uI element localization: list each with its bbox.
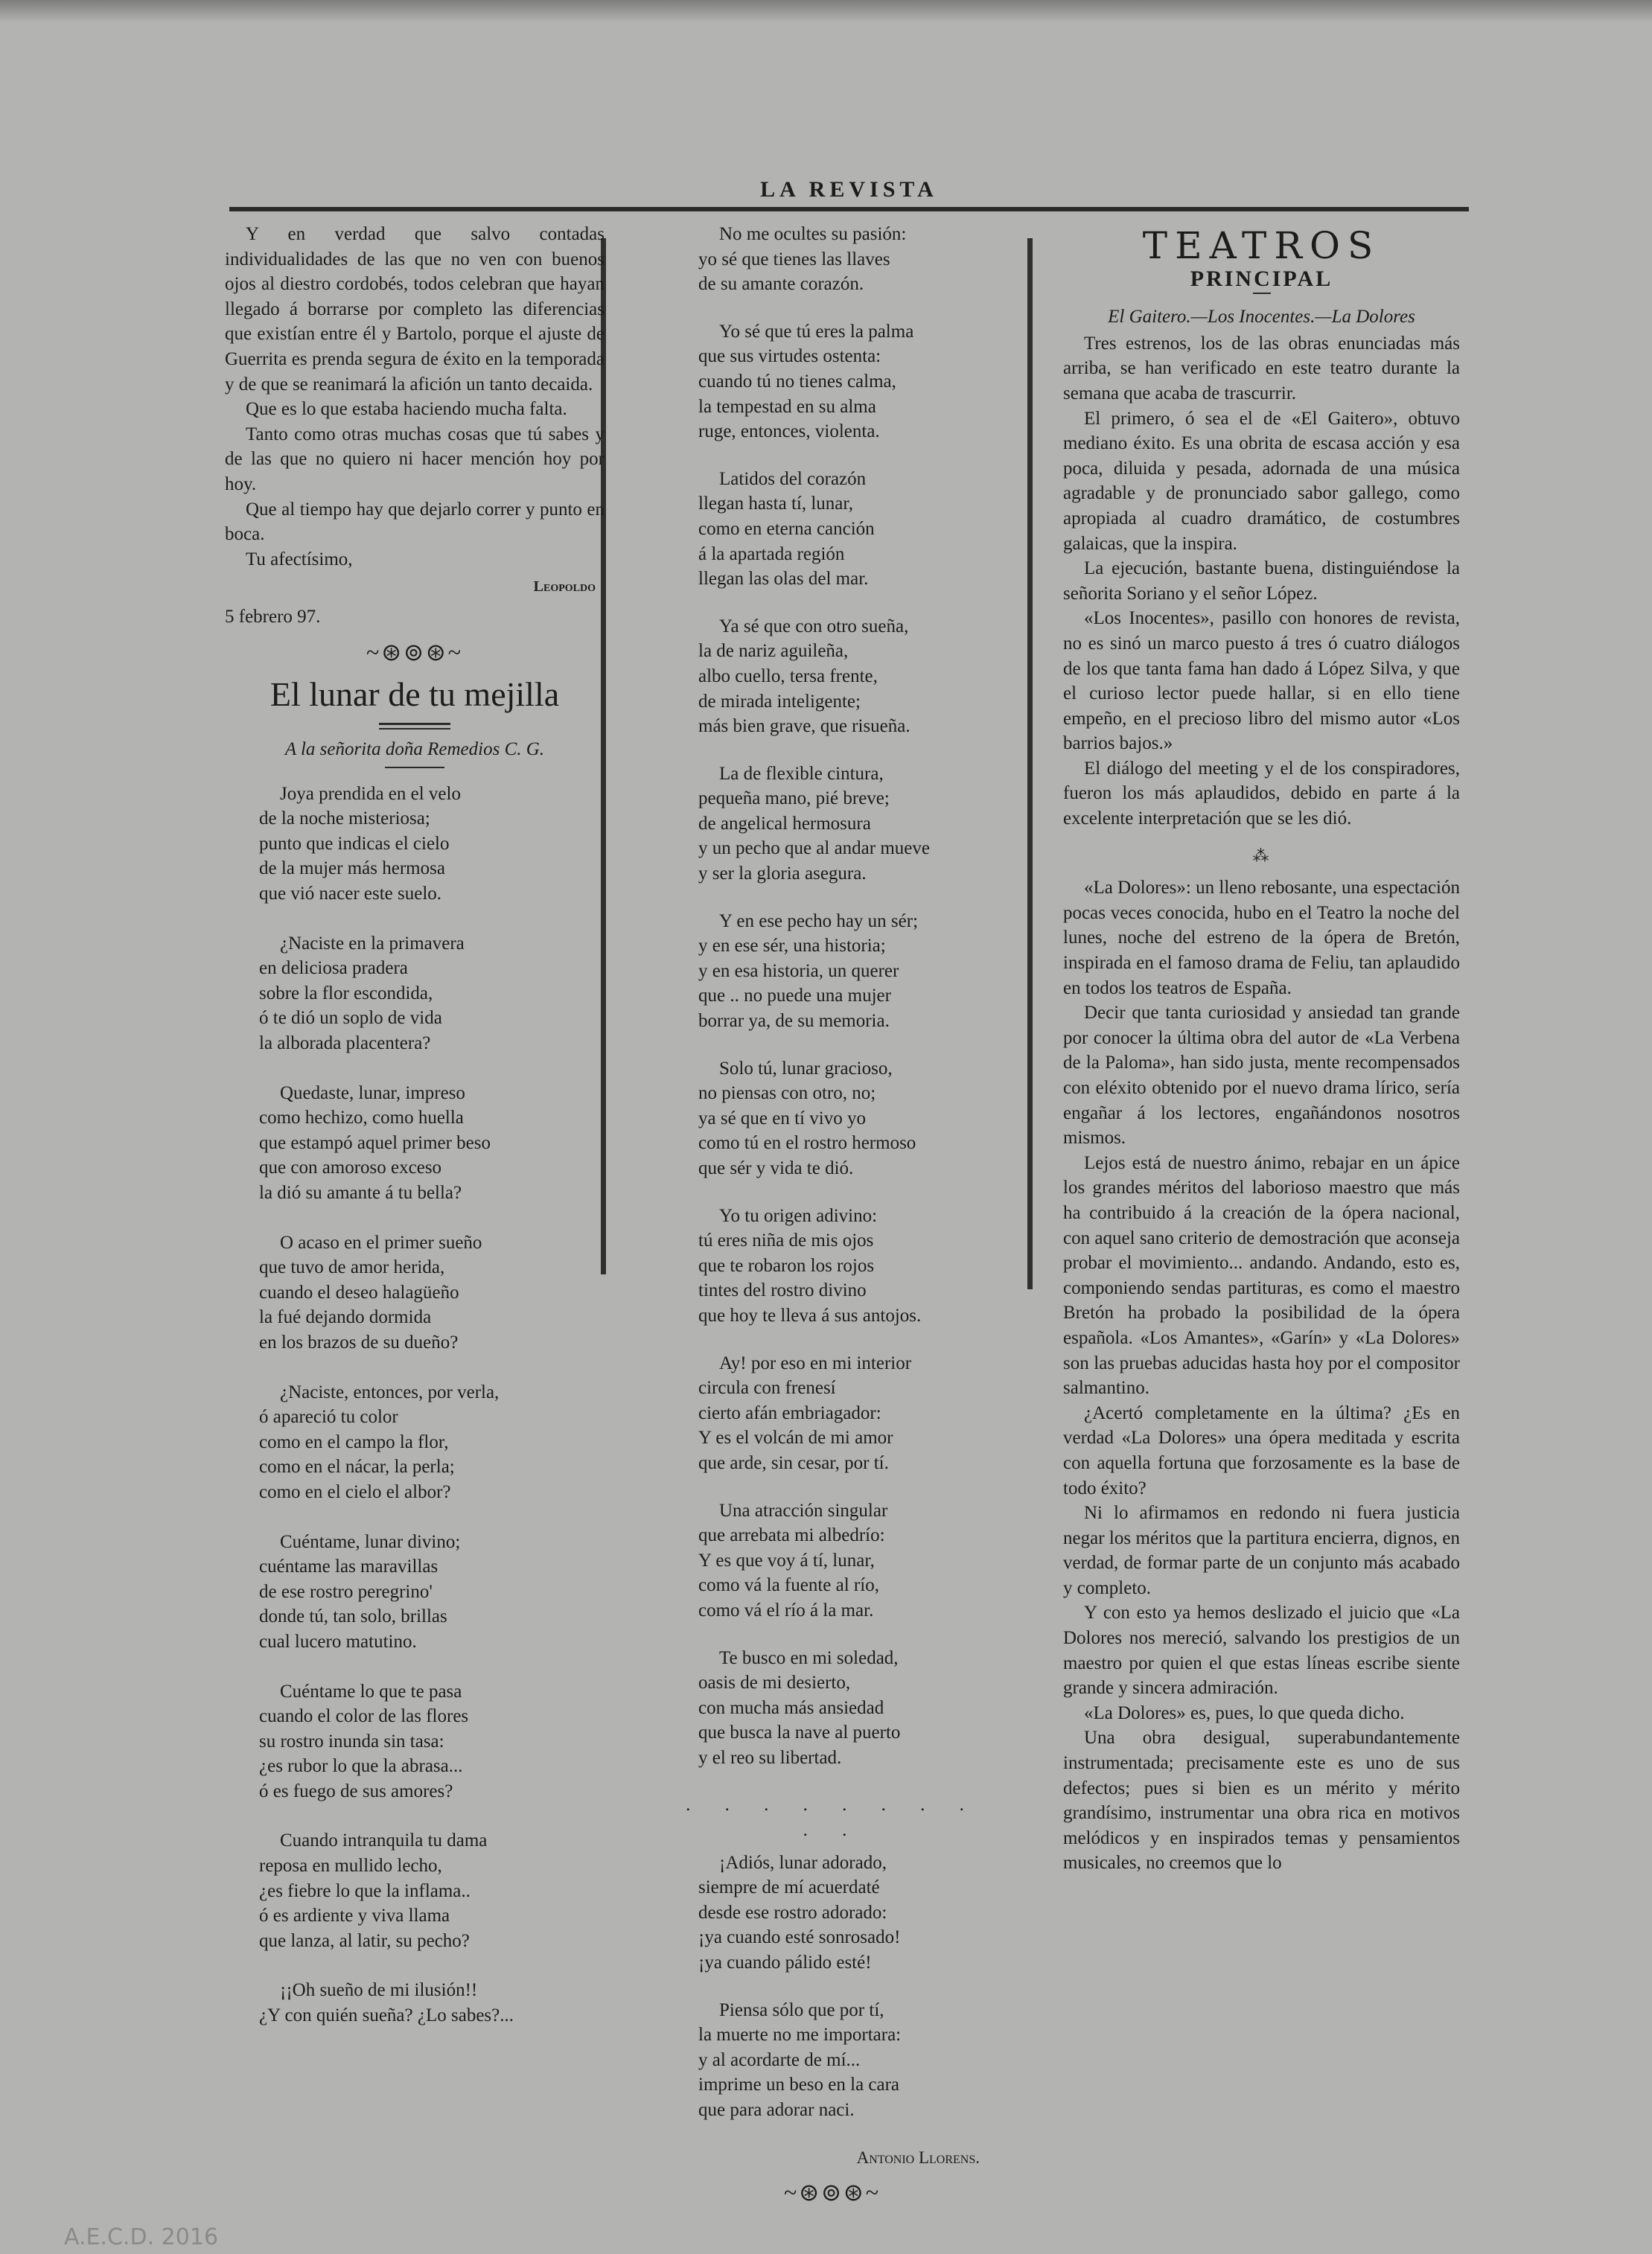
verse-line: que vió nacer este suelo. bbox=[259, 884, 442, 904]
stanza bbox=[225, 782, 605, 907]
letter-signature: Leopoldo bbox=[533, 578, 596, 596]
verse-line: Y en ese pecho hay un sér; bbox=[719, 910, 919, 931]
verse-line: cuando el deseo halagüeño bbox=[259, 1282, 459, 1303]
poem-author: Antonio Llorens. bbox=[856, 2148, 980, 2167]
review-part-1 bbox=[1063, 331, 1460, 831]
verse-line: de angelical hermosura bbox=[698, 813, 871, 834]
paragraph: ¿Acertó completamente en la última? ¿Es en verdad «La Dolores» una ópera meditada y escrita con aquella fortuna que forzosamente es la base de todo éxito? bbox=[1063, 1402, 1460, 1498]
verse-line: ó te dió un soplo de vida bbox=[259, 1008, 442, 1029]
verse-line: y en ese sér, una historia; bbox=[698, 936, 886, 957]
verse-line: en deliciosa pradera bbox=[259, 958, 408, 979]
paragraph: «Los Inocentes», pasillo con honores de revista, no es sinó un marco puesto á tres ó cuatro diálogos de los que tanta fama han dado á López Silva, y que el curioso lector puede hallar, si en ello tiene empeño, en el precioso libro del mismo autor «Los barrios bajos.» bbox=[1063, 608, 1460, 754]
verse-line: la muerte no me importara: bbox=[698, 2025, 902, 2046]
stanza bbox=[679, 1646, 986, 1771]
verse-line: ¿Naciste en la primavera bbox=[280, 933, 465, 954]
stanza bbox=[679, 222, 986, 297]
poem-part-3 bbox=[679, 1851, 986, 2123]
verse-line: Cuéntame lo que te pasa bbox=[280, 1681, 462, 1702]
verse-line: que .. no puede una mujer bbox=[698, 986, 891, 1006]
verse-line: pequeña mano, pié breve; bbox=[698, 788, 890, 809]
review-part-2 bbox=[1063, 875, 1460, 1876]
verse-line: Y es que voy á tí, lunar, bbox=[698, 1550, 875, 1571]
verse-line: ¿Y con quién sueña? ¿Lo sabes?... bbox=[259, 2005, 514, 2026]
verse-line: y el reo su libertad. bbox=[698, 1747, 842, 1768]
paragraph: Y en verdad que salvo contadas individualidades de las que no ven con buenos ojos al diestro cordobés, todos celebran que hayan llegado á borrarse por completo las diferencias que existían entre él y Bartolo, porque el ajuste de Guerrita es prenda segura de éxito en la temporada y de que se reanimará la afición un tanto decaida. bbox=[225, 224, 605, 395]
masthead: LA REVISTA bbox=[760, 177, 938, 202]
verse-line: ¡Adiós, lunar adorado, bbox=[719, 1852, 887, 1873]
stanza bbox=[679, 1351, 986, 1476]
stanza bbox=[225, 1530, 605, 1655]
verse-line: Y es el volcán de mi amor bbox=[698, 1428, 893, 1449]
stanza bbox=[679, 467, 986, 592]
verse-line: que para adorar naci. bbox=[698, 2100, 855, 2120]
verse-line: como en el campo la flor, bbox=[259, 1431, 449, 1452]
paragraph: Y con esto ya hemos deslizado el juicio que «La Dolores nos mereció, salvando los prestigios de un maestro por quien el que estas líneas escribe siente grande y sincera admiración. bbox=[1063, 1603, 1460, 1699]
verse-line: ó es ardiente y viva llama bbox=[259, 1906, 450, 1926]
verse-line: que arrebata mi albedrío: bbox=[698, 1525, 885, 1546]
verse-line: ¿es rubor lo que la abrasa... bbox=[259, 1756, 463, 1777]
verse-line: ya sé que en tí vivo yo bbox=[698, 1108, 866, 1128]
stanza bbox=[679, 1204, 986, 1329]
verse-line: como vá la fuente al río, bbox=[698, 1575, 879, 1596]
paragraph: Tanto como otras muchas cosas que tú sabes y de las que no quiero ni hacer mención hoy por hoy. bbox=[225, 424, 605, 494]
verse-line: y en esa historia, un querer bbox=[698, 960, 899, 981]
verse-line: llegan hasta tí, lunar, bbox=[698, 494, 853, 514]
verse-line: Joya prendida en el velo bbox=[280, 783, 461, 804]
verse-line: ó es fuego de sus amores? bbox=[259, 1781, 453, 1801]
verse-line: la de nariz aguileña, bbox=[698, 641, 849, 662]
verse-line: cual lucero matutino. bbox=[259, 1631, 417, 1652]
section-title: TEATROS bbox=[1142, 224, 1381, 267]
verse-line: como en eterna canción bbox=[698, 518, 875, 539]
verse-line: como en el nácar, la perla; bbox=[259, 1457, 455, 1478]
verse-line: como vá el río á la mar. bbox=[698, 1600, 874, 1621]
header-rule bbox=[229, 207, 1469, 211]
poem-title: El lunar de tu mejilla bbox=[270, 675, 560, 714]
verse-line: que hoy te lleva á sus antojos. bbox=[698, 1305, 922, 1326]
stanza bbox=[225, 1380, 605, 1505]
verse-line: y un pecho que al andar mueve bbox=[698, 838, 930, 859]
stanza bbox=[225, 1081, 605, 1206]
verse-line: como hechizo, como huella bbox=[259, 1108, 464, 1128]
verse-line: albo cuello, tersa frente, bbox=[698, 665, 878, 686]
verse-line: O acaso en el primer sueño bbox=[280, 1232, 482, 1253]
verse-line: como tú en el rostro hermoso bbox=[698, 1133, 916, 1154]
paragraph: El primero, ó sea el de «El Gaitero», obtuvo mediano éxito. Es una obrita de escasa acción y esa poca, diluida y pesada, adornada de una música agradable y de pronunciado sabor gallego, como apropiada al cuadro dramático, de costumbres galaicas, que la inspira. bbox=[1063, 408, 1460, 554]
stanza bbox=[679, 1998, 986, 2123]
ellipsis-row: . . . . . . . . . . bbox=[686, 1795, 979, 1841]
verse-line: ¡ya cuando esté sonrosado! bbox=[698, 1927, 901, 1948]
verse-line: Quedaste, lunar, impreso bbox=[280, 1082, 465, 1103]
letter-date: 5 febrero 97. bbox=[225, 606, 321, 627]
verse-line: donde tú, tan solo, brillas bbox=[259, 1606, 447, 1627]
column-right bbox=[1063, 222, 1460, 1876]
ornament-divider: ~⊛⊚⊛~ bbox=[366, 638, 464, 665]
verse-line: punto que indicas el cielo bbox=[259, 833, 450, 854]
title-rule bbox=[379, 723, 450, 729]
verse-line: ó apareció tu color bbox=[259, 1407, 398, 1428]
verse-line: la fué dejando dormida bbox=[259, 1307, 432, 1328]
asterism: ⁂ bbox=[1252, 846, 1271, 865]
verse-line: que te robaron los rojos bbox=[698, 1255, 875, 1276]
plays-list: El Gaitero.—Los Inocentes.—La Dolores bbox=[1108, 307, 1415, 328]
poem-dedication: A la señorita doña Remedios C. G. bbox=[284, 739, 545, 760]
column-middle bbox=[679, 222, 986, 2215]
verse-line: que tuvo de amor herida, bbox=[259, 1257, 445, 1278]
verse-line: No me ocultes su pasión: bbox=[719, 224, 907, 244]
stanza bbox=[679, 614, 986, 739]
verse-line: circula con frenesí bbox=[698, 1378, 836, 1399]
poem-part-1 bbox=[225, 782, 605, 2028]
paragraph: El diálogo del meeting y el de los conspiradores, fueron los más aplaudidos, debido en parte á la excelente interpretación que se les dió. bbox=[1063, 758, 1460, 829]
verse-line: que lanza, al latir, su pecho? bbox=[259, 1930, 470, 1951]
paragraph: Ni lo afirmamos en redondo ni fuera justicia negar los méritos que la partitura encierra, dignos, en verdad, de formar parte de un conjunto más acabado y completo. bbox=[1063, 1503, 1460, 1598]
verse-line: de ese rostro peregrino' bbox=[259, 1581, 433, 1602]
verse-line: y ser la gloria asegura. bbox=[698, 863, 867, 884]
verse-line: con mucha más ansiedad bbox=[698, 1697, 884, 1718]
verse-line: desde ese rostro adorado: bbox=[698, 1902, 887, 1923]
verse-line: que sus virtudes ostenta: bbox=[698, 346, 881, 367]
verse-line: cierto afán embriagador: bbox=[698, 1402, 881, 1423]
subtitle-rule bbox=[1253, 293, 1271, 294]
verse-line: Piensa sólo que por tí, bbox=[719, 1999, 884, 2020]
verse-line: cuando tú no tienes calma, bbox=[698, 371, 896, 392]
verse-line: su rostro inunda sin tasa: bbox=[259, 1731, 444, 1752]
verse-line: cuéntame las maravillas bbox=[259, 1557, 438, 1577]
column-left bbox=[225, 222, 605, 2053]
verse-line: ¿es fiebre lo que la inflama.. bbox=[259, 1880, 471, 1901]
verse-line: Yo tu origen adivino: bbox=[719, 1205, 878, 1226]
paragraph: Lejos está de nuestro ánimo, rebajar en un ápice los grandes méritos del laborioso maestro que más ha contribuido á la creación de la ópera nacional, con aquel sano criterio de demostración que aconseja probar el movimiento... andando. Andando, esto es, componiendo sendas partituras, es como el maestro Bretón ha probado la posibilidad de la ópera española. «Los Amantes», «Garín» y «La Dolores» son las pruebas aducidas hasta hoy por el compositor salmantino. bbox=[1063, 1152, 1460, 1399]
verse-line: que sér y vida te dió. bbox=[698, 1158, 854, 1178]
paper-edge bbox=[0, 0, 1652, 22]
verse-line: de la noche misteriosa; bbox=[259, 808, 430, 829]
stanza bbox=[679, 1056, 986, 1181]
verse-line: imprime un beso en la cara bbox=[698, 2075, 900, 2095]
stanza bbox=[225, 1978, 605, 2028]
verse-line: ruge, entonces, violenta. bbox=[698, 421, 880, 442]
paragraph: Que es lo que estaba haciendo mucha falta. bbox=[246, 399, 567, 420]
verse-line: borrar ya, de su memoria. bbox=[698, 1011, 890, 1032]
verse-line: llegan las olas del mar. bbox=[698, 569, 869, 590]
paragraph: La ejecución, bastante buena, distinguiéndose la señorita Soriano y el señor López. bbox=[1063, 558, 1460, 604]
verse-line: tú eres niña de mis ojos bbox=[698, 1230, 874, 1251]
verse-line: la tempestad en su alma bbox=[698, 396, 876, 417]
archive-watermark: A.E.C.D. 2016 bbox=[64, 2224, 219, 2250]
paragraph: Tres estrenos, los de las obras enunciadas más arriba, se han verificado en este teatro durante la semana que acaba de trascurrir. bbox=[1063, 333, 1460, 403]
column-rule bbox=[1027, 238, 1033, 1289]
verse-line: Ay! por eso en mi interior bbox=[719, 1353, 912, 1373]
verse-line: Cuando intranquila tu dama bbox=[280, 1830, 488, 1851]
stanza bbox=[225, 1230, 605, 1356]
verse-line: que estampó aquel primer beso bbox=[259, 1132, 491, 1153]
verse-line: en los brazos de su dueño? bbox=[259, 1332, 459, 1353]
verse-line: ¿Naciste, entonces, por verla, bbox=[280, 1382, 500, 1402]
verse-line: como en el cielo el albor? bbox=[259, 1481, 451, 1502]
paragraph: Que al tiempo hay que dejarlo correr y punto en boca. bbox=[225, 499, 605, 545]
stanza bbox=[225, 1828, 605, 1953]
section-subtitle: PRINCIPAL bbox=[1190, 266, 1333, 291]
verse-line: más bien grave, que risueña. bbox=[698, 716, 910, 737]
stanza bbox=[679, 1498, 986, 1624]
verse-line: Ya sé que con otro sueña, bbox=[719, 616, 909, 636]
verse-line: siempre de mí acuerdaté bbox=[698, 1877, 880, 1898]
stanza bbox=[679, 909, 986, 1034]
letter-section bbox=[225, 222, 605, 572]
verse-line: no piensas con otro, no; bbox=[698, 1083, 876, 1104]
stanza bbox=[679, 1851, 986, 1976]
verse-line: sobre la flor escondida, bbox=[259, 983, 433, 1003]
verse-line: y al acordarte de mí... bbox=[698, 2049, 861, 2070]
paragraph: «La Dolores»: un lleno rebosante, una espectación pocas veces conocida, hubo en el Teatro la noche del lunes, noche del estreno de la ópera de Bretón, inspirada en el famoso drama de Feliu, tan aplaudido en todos los teatros de España. bbox=[1063, 878, 1460, 998]
verse-line: Yo sé que tú eres la palma bbox=[719, 321, 914, 342]
verse-line: oasis de mi desierto, bbox=[698, 1673, 851, 1693]
verse-line: yo sé que tienes las llaves bbox=[698, 249, 890, 269]
verse-line: á la apartada región bbox=[698, 543, 845, 564]
poem-part-2 bbox=[679, 222, 986, 1770]
paragraph: Tu afectísimo, bbox=[246, 549, 353, 569]
verse-line: de mirada inteligente; bbox=[698, 691, 861, 712]
verse-line: que con amoroso exceso bbox=[259, 1158, 442, 1178]
verse-line: la dió su amante á tu bella? bbox=[259, 1183, 462, 1203]
verse-line: la alborada placentera? bbox=[259, 1033, 431, 1054]
paragraph: Decir que tanta curiosidad y ansiedad tan grande por conocer la última obra del autor de «La Verbena de la Paloma», han sido justa, mente recompensados con eléxito obtenido por el nuevo drama lírico, sería engañar á los lectores, engañándonos nosotros mismos. bbox=[1063, 1003, 1460, 1149]
verse-line: Una atracción singular bbox=[719, 1500, 888, 1521]
verse-line: ¡¡Oh sueño de mi ilusión!! bbox=[280, 1980, 478, 2001]
verse-line: Cuéntame, lunar divino; bbox=[280, 1531, 461, 1552]
verse-line: Te busco en mi soledad, bbox=[719, 1647, 899, 1668]
stanza bbox=[679, 319, 986, 444]
dedication-rule bbox=[385, 767, 444, 768]
verse-line: de su amante corazón. bbox=[698, 274, 864, 295]
verse-line: cuando el color de las flores bbox=[259, 1706, 469, 1727]
stanza bbox=[225, 931, 605, 1056]
ornament-divider: ~⊛⊚⊛~ bbox=[783, 2179, 881, 2206]
stanza bbox=[225, 1679, 605, 1804]
verse-line: que arde, sin cesar, por tí. bbox=[698, 1452, 889, 1473]
verse-line: tintes del rostro divino bbox=[698, 1280, 867, 1301]
paragraph: «La Dolores» es, pues, lo que queda dicho. bbox=[1084, 1702, 1405, 1723]
paragraph: Una obra desigual, superabundantemente instrumentada; precisamente este es uno de sus defectos; pues si bien es un mérito y mérito grandísimo, instrumentar una obra rica en motivos melódicos y en inspirados temas y pensamientos musicales, no creemos que lo bbox=[1063, 1728, 1460, 1874]
verse-line: Solo tú, lunar gracioso, bbox=[719, 1058, 893, 1079]
verse-line: de la mujer más hermosa bbox=[259, 858, 445, 879]
verse-line: Latidos del corazón bbox=[719, 468, 867, 489]
verse-line: La de flexible cintura, bbox=[719, 763, 884, 784]
stanza bbox=[679, 762, 986, 887]
verse-line: reposa en mullido lecho, bbox=[259, 1856, 442, 1877]
verse-line: que busca la nave al puerto bbox=[698, 1723, 901, 1743]
verse-line: ¡ya cuando pálido esté! bbox=[698, 1953, 872, 1973]
